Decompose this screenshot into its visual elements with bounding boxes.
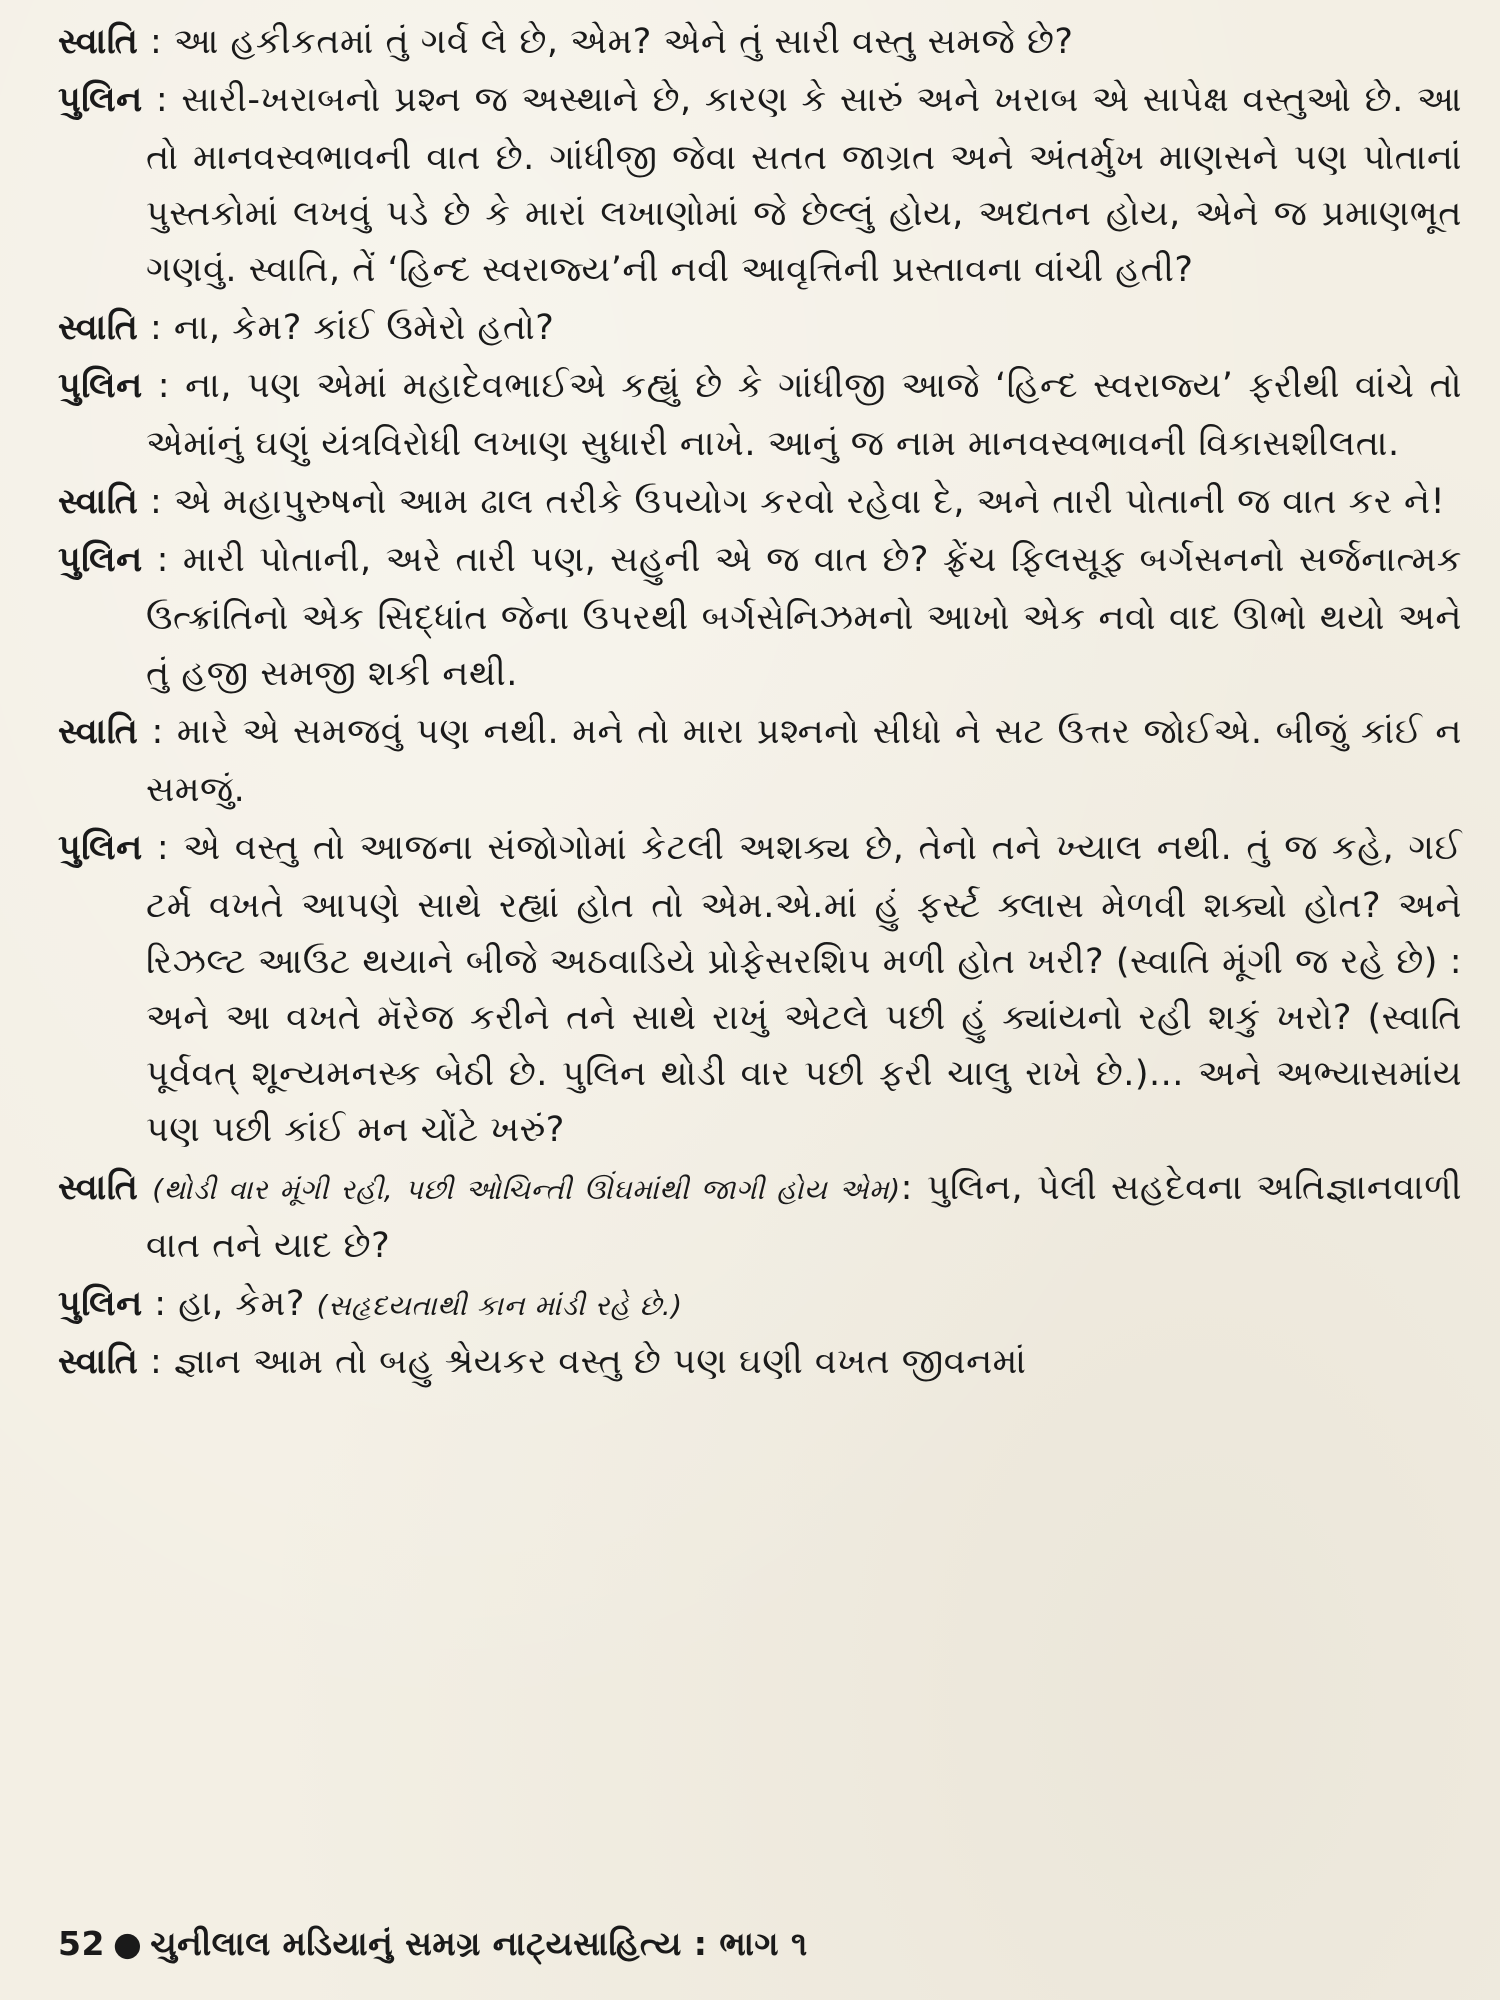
dialogue-line [58, 14, 1462, 72]
speaker-name: પુલિન [58, 540, 143, 580]
speaker-separator: : [138, 1342, 174, 1382]
speaker-separator: : [142, 366, 186, 406]
dialogue-text: હા, કેમ? [178, 1284, 317, 1324]
dialogue-text: ના, કેમ? કાંઈ ઉમેરો હતો? [173, 308, 555, 348]
dialogue-line [58, 300, 1462, 358]
dialogue-text: એ મહાપુરુષનો આમ ઢાલ તરીકે ઉપયોગ કરવો રહેવા દે, અને તારી પોતાની જ વાત કર ને! [173, 482, 1446, 522]
speaker-name: સ્વાતિ [58, 1168, 139, 1208]
page-footer [58, 1924, 808, 1964]
dialogue-line [58, 1334, 1462, 1392]
dialogue-line [58, 358, 1462, 474]
speaker-separator [138, 1168, 152, 1208]
dialogue-text: મારી પોતાની, અરે તારી પણ, સહુની એ જ વાત છે? ફ્રેંચ ફિલસૂફ બર્ગસનનો સર્જનાત્મક ઉત્ક્રાંતિનો એક સિદ્ધાંત જેના ઉપરથી બર્ગસેનિઝમનો આખો એક નવો વાદ ઊભો થયો અને તું હજી સમજી શકી નથી. [146, 540, 1462, 694]
dialogue-line [58, 1160, 1462, 1276]
dialogue-body [58, 14, 1462, 1392]
speaker-separator: : [138, 22, 174, 62]
dialogue-text: જ્ઞાન આમ તો બહુ શ્રેયકર વસ્તુ છે પણ ઘણી વખત જીવનમાં [173, 1342, 1027, 1382]
speaker-name: પુલિન [58, 80, 143, 120]
dialogue-text: ના, પણ એમાં મહાદેવભાઈએ કહ્યું છે કે ગાંધીજી આજે ‘હિન્દ સ્વરાજ્ય’ ફરીથી વાંચે તો એમાંનું ઘણું યંત્રવિરોધી લખાણ સુધારી નાખે. આનું જ નામ માનવસ્વભાવની વિકાસશીલતા. [146, 366, 1462, 464]
speaker-name: પુલિન [58, 828, 143, 868]
dialogue-text: મારે એ સમજવું પણ નથી. મને તો મારા પ્રશ્નનો સીધો ને સટ ઉત્તર જોઈએ. બીજું કાંઈ ન સમજું. [146, 712, 1462, 810]
speaker-name: પુલિન [58, 1284, 143, 1324]
speaker-name: સ્વાતિ [58, 1342, 139, 1382]
speaker-name: સ્વાતિ [58, 482, 139, 522]
dialogue-text: આ હકીકતમાં તું ગર્વ લે છે, એમ? એને તું સારી વસ્તુ સમજે છે? [173, 22, 1074, 62]
speaker-separator: : [138, 482, 174, 522]
stage-direction: (થોડી વાર મૂંગી રહી, પછી ઓચિન્તી ઊંઘમાંથી જાગી હોય એમ) [152, 1173, 901, 1206]
dialogue-line [58, 704, 1462, 820]
dialogue-line [58, 474, 1462, 532]
dialogue-line [58, 820, 1462, 1160]
speaker-separator: : [142, 540, 183, 580]
dialogue-text: સારી-ખરાબનો પ્રશ્ન જ અસ્થાને છે, કારણ કે સારું અને ખરાબ એ સાપેક્ષ વસ્તુઓ છે. આ તો માનવસ્વભાવની વાત છે. ગાંધીજી જેવા સતત જાગ્રત અને અંતર્મુખ માણસને પણ પોતાનાં પુસ્તકોમાં લખવું પડે છે કે મારાં લખાણોમાં જે છેલ્લું હોય, અદ્યતન હોય, એને જ પ્રમાણભૂત ગણવું. સ્વાતિ, તેં ‘હિન્દ સ્વરાજ્ય’ની નવી આવૃત્તિની પ્રસ્તાવના વાંચી હતી? [146, 80, 1462, 290]
speaker-separator: : [142, 828, 184, 868]
stage-direction-trailing: (સહૃદયતાથી કાન માંડી રહે છે.) [316, 1289, 683, 1322]
speaker-name: પુલિન [58, 366, 143, 406]
page-number: 52 [58, 1924, 105, 1963]
speaker-separator: : [142, 1284, 179, 1324]
speaker-separator-after-direction: : [900, 1168, 927, 1208]
bullet-icon: ● [112, 1924, 143, 1963]
speaker-separator: : [142, 80, 182, 120]
speaker-name: સ્વાતિ [58, 22, 139, 62]
dialogue-text: પુલિન, પેલી સહદેવના અતિજ્ઞાનવાળી વાત તને યાદ છે? [146, 1168, 1463, 1266]
speaker-separator: : [138, 308, 174, 348]
speaker-name: સ્વાતિ [58, 712, 139, 752]
dialogue-line [58, 72, 1462, 300]
book-title: ચુનીલાલ મડિયાનું સમગ્ર નાટ્યસાહિત્ય : ભાગ ૧ [150, 1924, 808, 1963]
dialogue-text: એ વસ્તુ તો આજના સંજોગોમાં કેટલી અશક્ય છે, તેનો તને ખ્યાલ નથી. તું જ કહે, ગઈ ટર્મ વખતે આપણે સાથે રહ્યાં હોત તો એમ.એ.માં હું ફર્સ્ટ ક્લાસ મેળવી શક્યો હોત? અને રિઝલ્ટ આઉટ થયાને બીજે અઠવાડિયે પ્રોફેસરશિપ મળી હોત ખરી? (સ્વાતિ મૂંગી જ રહે છે) : અને આ વખતે મૅરેજ કરીને તને સાથે રાખું એટલે પછી હું ક્યાંયનો રહી શકું ખરો? (સ્વાતિ પૂર્વવત્ શૂન્યમનસ્ક બેઠી છે. પુલિન થોડી વાર પછી ફરી ચાલુ રાખે છે.)... અને અભ્યાસમાંય પણ પછી કાંઈ મન ચોંટે ખરું? [146, 828, 1462, 1150]
dialogue-line [58, 532, 1462, 704]
dialogue-line [58, 1276, 1462, 1334]
speaker-name: સ્વાતિ [58, 308, 139, 348]
speaker-separator: : [138, 712, 177, 752]
